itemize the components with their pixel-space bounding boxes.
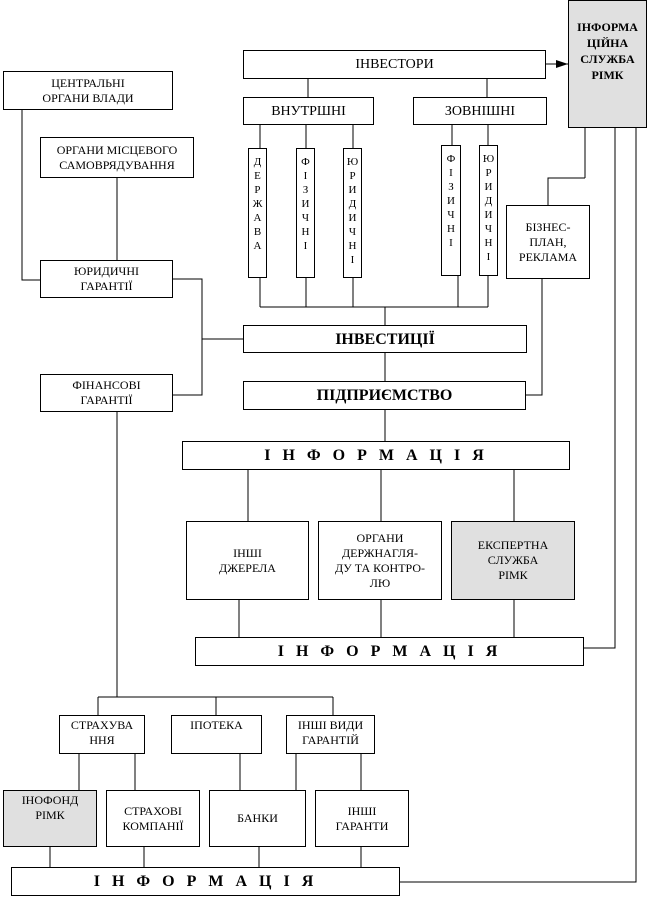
legal-internal-box: Ю Р И Д И Ч Н І [343, 148, 362, 278]
investments-box: ІНВЕСТИЦІЇ [243, 325, 527, 353]
legal-guarantees-box: ЮРИДИЧНІ ГАРАНТІЇ [40, 260, 173, 298]
investors-box: ІНВЕСТОРИ [243, 50, 546, 79]
other-sources-box: ІНШІ ДЖЕРЕЛА [186, 521, 309, 600]
external-investors-box: ЗОВНІШНІ [413, 97, 547, 125]
physical-external-box: Ф І З И Ч Н І [441, 145, 461, 276]
state-investor-box: Д Е Р Ж А В А [248, 148, 267, 278]
physical-internal-box: Ф І З И Ч Н І [296, 148, 315, 278]
expert-service-rimk-box: ЕКСПЕРТНА СЛУЖБА РІМК [451, 521, 575, 600]
information-box-top: І Н Ф О Р М А Ц І Я [182, 441, 570, 470]
banks-box: БАНКИ [209, 790, 306, 847]
info-fund-rimk-box: ІНОФОНД РІМК [3, 790, 97, 847]
insurance-box: СТРАХУВА ННЯ [59, 715, 145, 754]
information-box-middle: І Н Ф О Р М А Ц І Я [195, 637, 584, 666]
information-box-bottom: І Н Ф О Р М А Ц І Я [11, 867, 400, 896]
state-supervision-box: ОРГАНИ ДЕРЖНАГЛЯ- ДУ ТА КОНТРО- ЛЮ [318, 521, 442, 600]
central-authorities-box: ЦЕНТРАЛЬНІ ОРГАНИ ВЛАДИ [3, 71, 173, 110]
insurance-companies-box: СТРАХОВІ КОМПАНІЇ [106, 790, 200, 847]
internal-investors-box: ВНУТРШНІ [243, 97, 374, 125]
financial-guarantees-box: ФІНАНСОВІ ГАРАНТІЇ [40, 374, 173, 412]
other-guarantors-box: ІНШІ ГАРАНТИ [315, 790, 409, 847]
local-government-box: ОРГАНИ МІСЦЕВОГО САМОВРЯДУВАННЯ [40, 137, 194, 178]
information-service-rimk-box: ІНФОРМА ЦІЙНА СЛУЖБА РІМК [568, 0, 647, 128]
other-guarantee-types-box: ІНШІ ВИДИ ГАРАНТІЙ [286, 715, 375, 754]
legal-external-box: Ю Р И Д И Ч Н І [479, 145, 498, 276]
mortgage-box: ІПОТЕКА [171, 715, 262, 754]
enterprise-box: ПІДПРИЄМСТВО [243, 381, 526, 410]
business-plan-box: БІЗНЕС- ПЛАН, РЕКЛАМА [506, 205, 590, 279]
